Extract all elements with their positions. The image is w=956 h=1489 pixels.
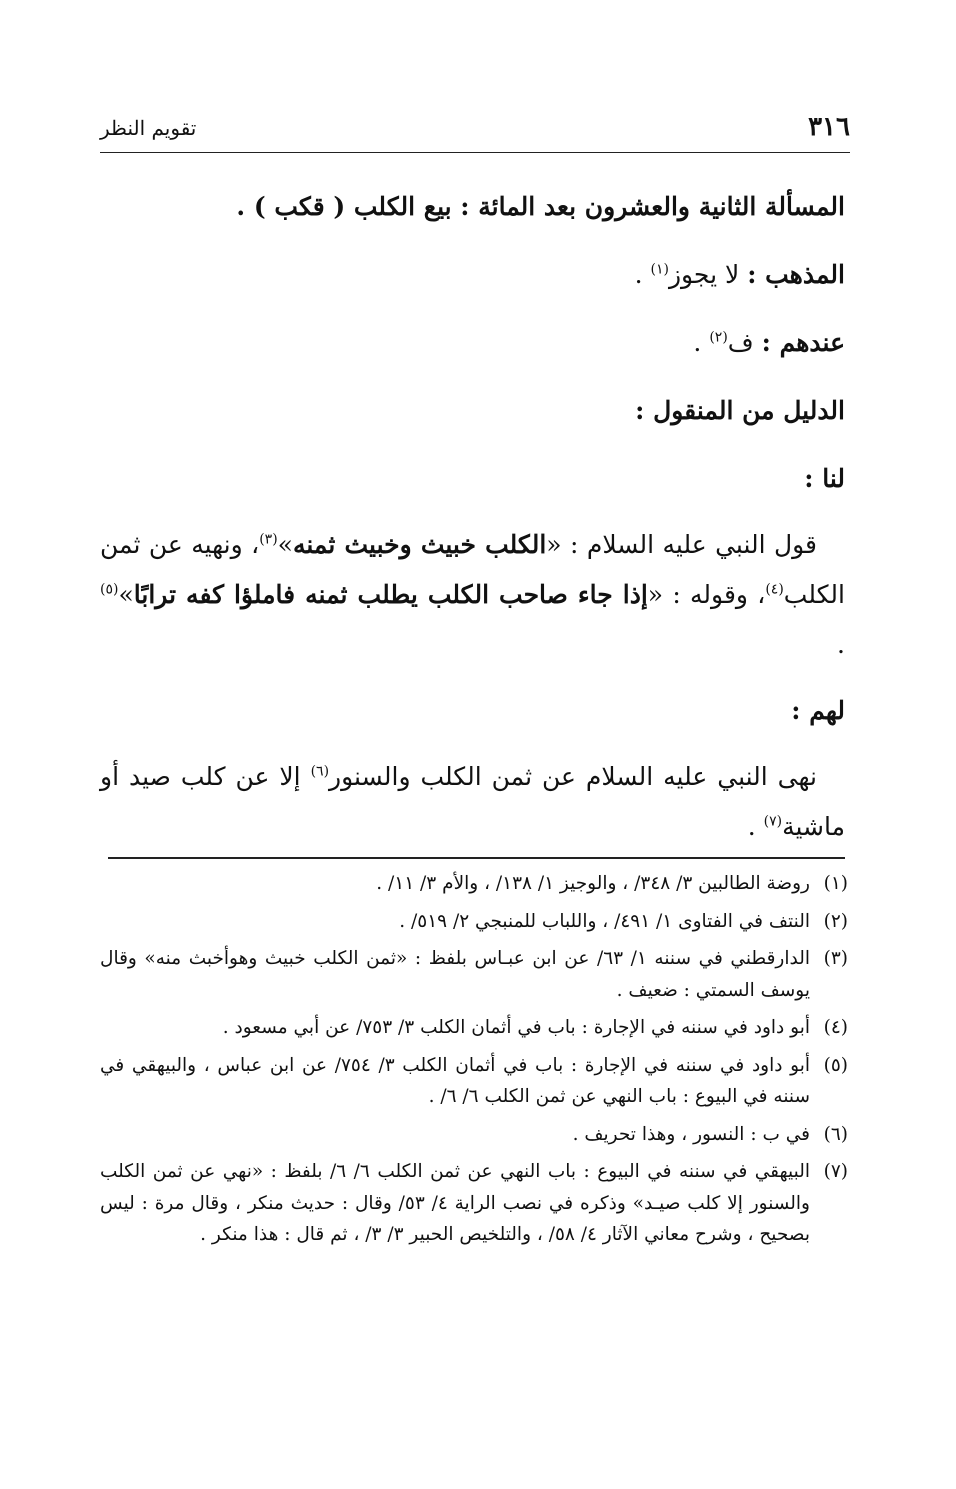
lana-text-b: » <box>277 530 293 559</box>
footnote-number: (٦) <box>823 1123 848 1145</box>
lana-paragraph <box>100 520 845 670</box>
hadith-quote-1: الكلب خبيث وخبيث ثمنه <box>292 530 547 559</box>
indahum-value: ف <box>727 328 762 357</box>
lahum-paragraph <box>100 752 845 852</box>
footnote-item <box>100 1050 848 1113</box>
running-title: تقويم النظر <box>100 116 197 140</box>
footnote-ref-2: (٢) <box>709 329 728 346</box>
footnote-item <box>100 1119 848 1151</box>
lana-text-a: قول النبي عليه السلام : « <box>546 530 817 559</box>
footnote-text: روضة الطالبين ٣/ ٣٤٨/ ، والوجيز ١/ ١٣٨/ ، والأم ٣/ ١١/ . <box>376 873 810 894</box>
footnote-item <box>100 1156 848 1251</box>
madhhab-end: . <box>634 260 651 289</box>
issue-title: المسألة الثانية والعشرون بعد المائة : بيع الكلب ( قكب ) . <box>236 192 845 221</box>
footnote-rule <box>108 857 845 859</box>
page-header <box>100 112 850 148</box>
lana-text-f: . <box>837 630 845 659</box>
footnote-text: في ب : النسور ، وهذا تحريف . <box>572 1123 810 1145</box>
footnote-text: النتف في الفتاوى ١/ ٤٩١/ ، واللباب للمنبجي ٢/ ٥١٩/ . <box>399 910 810 932</box>
footnote-text: أبو داود في سننه في الإجارة : باب في أثمان الكلب ٣/ ٧٥٣/ عن أبي مسعود . <box>222 1017 810 1038</box>
hadith-quote-2: إذا جاء صاحب الكلب يطلب ثمنه فاملؤا كفه ترابًا <box>133 580 648 609</box>
footnote-ref-3: (٣) <box>259 531 278 548</box>
footnote-text: البيهقي في سننه في البيوع : باب النهي عن ثمن الكلب ٦/ ٦/ بلفظ : «نهي عن ثمن الكلب والسنور إلا كلب صيـد» وذكره في نصب الراية ٤/ ٥٣/ وقال : حديث منكر ، وقال مرة : ليس بصحيح ، وشرح معاني الآثار ٤/ ٥٨/ ، والتلخيص الحبير ٣/ ٣/ ، ثم قال : هذا منكر . <box>100 1161 811 1245</box>
lana-text-e: » <box>118 580 134 609</box>
footnote-ref-7: (٧) <box>763 813 783 830</box>
footnote-number: (٧) <box>823 1161 848 1182</box>
header-rule <box>100 152 850 153</box>
page-number: ٣١٦ <box>808 112 850 142</box>
indahum-label: عندهم : <box>761 328 845 357</box>
footnote-item <box>100 1012 848 1044</box>
lana-text-c: ، ونهيه عن ثمن الكلب <box>100 530 845 609</box>
evidence-heading: الدليل من المنقول : <box>635 396 845 425</box>
madhhab-label: المذهب : <box>747 260 845 289</box>
footnote-number: (٤) <box>823 1017 848 1038</box>
footnote-ref-1: (١) <box>650 261 669 278</box>
madhhab-line <box>100 248 845 302</box>
indahum-line <box>100 316 845 370</box>
lahum-text-c: . <box>747 812 764 841</box>
footnote-item <box>100 943 848 1006</box>
madhhab-value: لا يجوز <box>668 260 748 289</box>
footnote-ref-6: (٦) <box>310 763 330 780</box>
footnote-ref-4: (٤) <box>765 581 784 598</box>
footnotes <box>100 868 848 1257</box>
footnote-text: أبو داود في سننه في الإجارة : باب في أثمان الكلب ٣/ ٧٥٤/ عن ابن عباس ، والبيهقي في سننه في البيوع : باب النهي عن ثمن الكلب ٦/ ٦/ . <box>100 1054 810 1107</box>
footnote-number: (١) <box>823 873 848 894</box>
footnote-item <box>100 868 848 900</box>
indahum-end: . <box>693 328 710 357</box>
footnote-item <box>100 906 848 938</box>
lahum-text-a: نهى النبي عليه السلام عن ثمن الكلب والسنور <box>329 762 817 791</box>
footnote-text: الدارقطني في سننه ١/ ٦٣/ عن ابن عبـاس بلفظ : «ثمن الكلب خبيث وهوأخبث منه» وقال يوسف السمتي : ضعيف . <box>100 948 810 1001</box>
footnote-number: (٢) <box>823 910 848 932</box>
lana-heading: لنا : <box>804 464 845 493</box>
footnote-ref-5: (٥) <box>100 581 119 598</box>
lahum-text-b: إلا عن كلب صيد أو ماشية <box>100 762 845 841</box>
main-text <box>100 180 845 866</box>
lana-text-d: ، وقوله : « <box>647 580 766 609</box>
lahum-heading: لهم : <box>791 696 845 725</box>
footnote-number: (٣) <box>823 948 848 969</box>
footnote-number: (٥) <box>823 1054 848 1076</box>
